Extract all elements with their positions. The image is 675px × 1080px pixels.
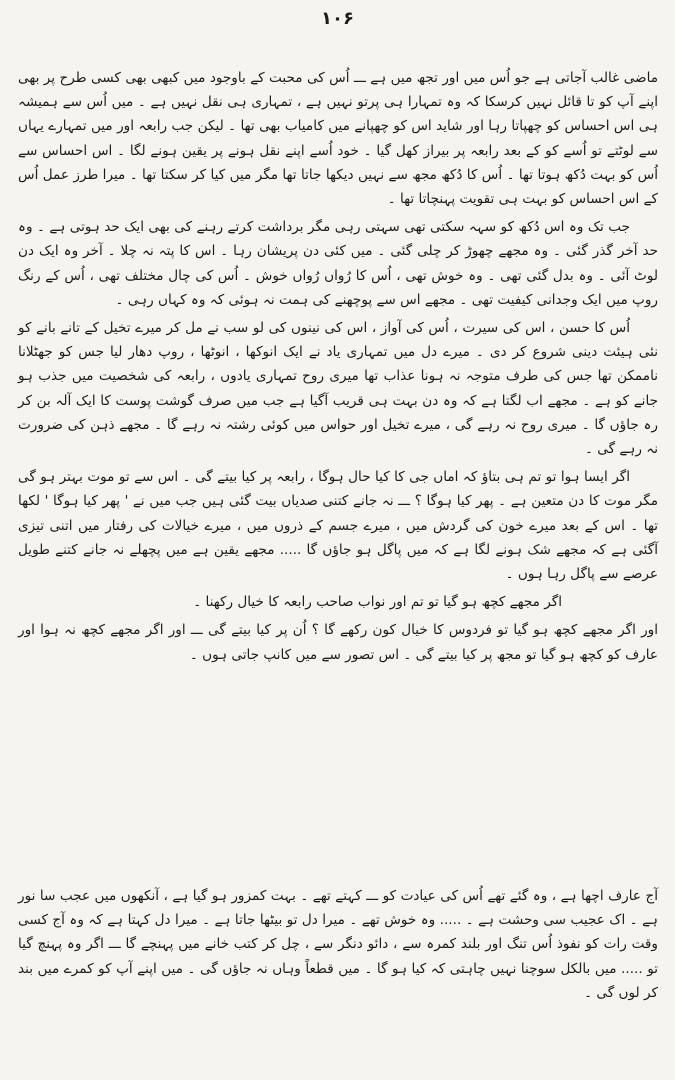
paragraph: ماضی غالب آجاتی ہے جو اُس میں اور تجھ میں ہے ـــ اُس کی محبت کے باوجود میں کبھی بھی کسی طرح پر بھی اپنے آپ کو تا قائل نہیں کرسکا کہ وہ تمہارا ہی پرتو نہیں ہے ، تمہاری ہی نقل نہیں ہے ۔ میں اُس سے ہمیشہ ہی اس احساس کو چھپاتا رہا اور شاید اس کو چھپانے میں کامیاب بھی تھا ۔ لیکن جب رابعہ اور میں تمہارے یہاں سے لوٹتے تو اُسے کو کے بعد رابعہ پر بیراز کھل گیا ۔ خود اُسے اپنے نقل ہونے پر یقین ہونے لگا ۔ اس احساس سے اُس کو بہت دُکھ ہوتا تھا ۔ اُس کا دُکھ مجھ سے نہیں دیکھا جاتا تھا مگر میں کیا کر سکتا تھا ۔ میرا طرز عمل اُس کے اس احساس کو بہت ہی تقویت پہنچاتا تھا ۔ bbox=[18, 70, 658, 208]
paragraph: اگر مجھے کچھ ہو گیا تو تم اور نواب صاحب رابعہ کا خیال رکھنا ۔ bbox=[193, 594, 562, 611]
paragraph: اگر ایسا ہوا تو تم ہی بتاؤ کہ اماں جی کا کیا حال ہوگا ، رابعہ پر کیا بیتے گی ۔ اس سے تو موت بہتر ہو گی مگر موت کا دن متعین ہے ۔ پھر کیا ہوگا ؟ ـــ نہ جانے کتنی صدیاں بیت گئی ہیں جب میں نے ' پھر کیا ہوگا ' لکھا تھا ۔ اس کے بعد میرے خون کی گردش میں ، میرے جسم کے ذروں میں ، میرے خیالات کی رفتار میں اتنی تیزی آگئی ہے کہ مجھے شک ہونے لگا ہے کہ میں پاگل ہو جاؤں گا ..... مجھے یقین ہے میں پچھلے نہ جانے کتنے طویل عرصے سے پاگل رہا ہوں ۔ bbox=[18, 469, 658, 583]
paragraph: آج عارف اچھا ہے ، وہ گئے تھے اُس کی عیادت کو ـــ کہتے تھے ۔ بہت کمزور ہو گیا ہے ، آنکھوں میں عجب سا نور ہے ۔ اک عجیب سی وحشت ہے ۔ ..... وہ خوش تھے ۔ میرا دل تو بیٹھا جاتا ہے ۔ میرا دل کہتا ہے کہ وہ آج کسی وقت رات کو نفوذ اُس تنگ اور بلند کمرہ سے ، دائو دنگر سے ، چل کر کتب خانے میں پہنچے گا ـــ اگر وہ پہنچ گیا تو ..... میں بالکل سوچنا نہیں چاہتی کہ کیا ہو گا ۔ میں قطعاً وہاں نہ جاؤں گی ۔ میں اپنے آپ کو کمرے میں بند کر لوں گی ۔ bbox=[18, 888, 658, 1001]
page-number: ۱۰۶ bbox=[321, 8, 354, 29]
paragraph: اور اگر مجھے کچھ ہو گیا تو فردوس کا خیال کون رکھے گا ؟ اُن پر کیا بیتے گی ـــ اور اگر مجھے کچھ نہ ہوا اور عارف کو کچھ ہو گیا تو مجھ پر کیا بیتے گی ۔ اس تصور سے میں کانپ جاتی ہوں ۔ bbox=[18, 622, 658, 663]
paragraph: اُس کا حسن ، اس کی سیرت ، اُس کی آواز ، اس کی نینوں کی لو سب نے مل کر میرے تخیل کے تانے بانے کو نئی ہیئت دینی شروع کر دی ۔ میرے دل میں تمہاری یاد نے ایک انوکھا ، انوٹھا ، روپ دھار لیا جس کو جھٹلانا ناممکن تھا جس کی طرف متوجہ نہ ہونا عذاب تھا میری روح تمہاری یادوں ، رابعہ کی شخصیت میں جذب ہو جانے کو ہے ۔ مجھے اب لگتا ہے کہ وہ دن بہت ہی قریب آگیا ہے جب میں صرف گوشت پوست کا ایک آلہ بن کر رہ جاؤں گا ۔ میری روح نہ رہے گی ، میرے تخیل اور حواس میں کوئی رشتہ نہ رہے گا ۔ مجھے ذہن کی ضرورت نہ رہے گی ۔ bbox=[18, 320, 658, 458]
diary-entry-block bbox=[18, 884, 658, 1009]
body-text-block bbox=[18, 66, 658, 671]
paragraph: جب تک وہ اس دُکھ کو سہہ سکتی تھی سہتی رہی مگر برداشت کرتے رہنے کی بھی ایک حد ہوتی ہے ۔ وہ حد آخر گذر گئی ۔ وہ مجھے چھوڑ کر چلی گئی ۔ میں کئی دن پریشان رہا ۔ اس کا پتہ نہ چلا ۔ آخر وہ ایک دن لوٹ آئی ۔ وہ بدل گئی تھی ۔ وہ خوش تھی ، اُس کا رُواں رُواں خوش ۔ اُس کی چال مختلف تھی ، اُس کے رنگ روپ میں ایک وجدانی کیفیت تھی ۔ مجھے اس سے پوچھنے کی ہمت نہ ہوئی کہ وہ کہاں رہی ۔ bbox=[18, 219, 658, 308]
